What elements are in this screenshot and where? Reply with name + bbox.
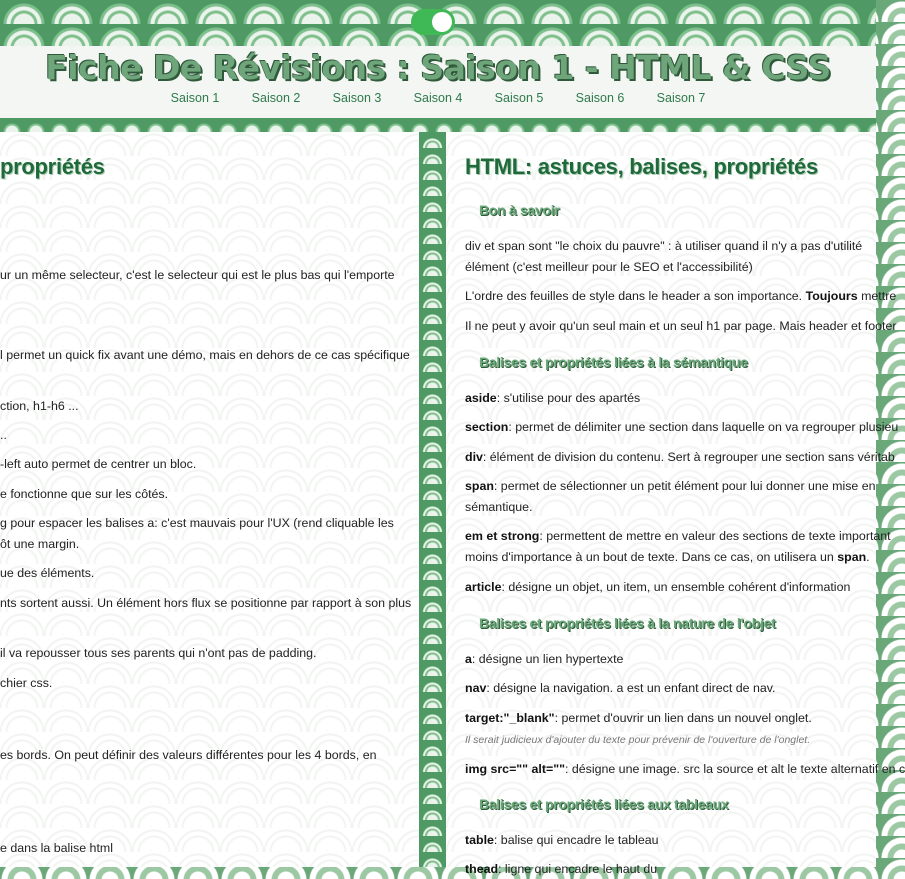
tab-thead: thead: ligne qui encadre le haut du [465,862,658,876]
nat-target: target:"_blank": permet d'ouvrir un lien dans un nouvel onglet. [465,711,812,725]
sem-section: section: permet de délimiter une section dans laquelle on va regrouper plusieu [465,420,899,434]
section-title-bon: Bon à savoir [479,202,560,218]
season-link-7[interactable]: Saison 7 [656,91,706,105]
left-line: chier css. [0,676,53,690]
left-line: e dans la balise html [0,841,113,855]
bon-line-4: Il ne peut y avoir qu'un seul main et un seul h1 par page. Mais header et footer [465,319,897,333]
season-link-3[interactable]: Saison 3 [332,91,382,105]
left-line: -left auto permet de centrer un bloc. [0,457,197,471]
section-title-semantique: Balises et propriétés liées à la sémantique [479,354,748,370]
left-line: e fonctionne que sur les côtés. [0,487,169,501]
bon-line-1: div et span sont "le choix du pauvre" : à utiliser quand il n'y a pas d'utilité [465,239,863,253]
sem-em-2: moins d'importance à un bout de texte. Dans ce cas, on utilisera un span. [465,550,870,564]
season-link-5[interactable]: Saison 5 [494,91,544,105]
left-line: ur un même selecteur, c'est le selecteur qui est le plus bas qui l'emporte [0,268,395,282]
sem-span-2: sémantique. [465,500,533,514]
left-line: l permet un quick fix avant une démo, mais en dehors de ce cas spécifique [0,348,410,362]
section-title-nature: Balises et propriétés liées à la nature de l'objet [479,615,776,631]
left-line: es bords. On peut définir des valeurs différentes pour les 4 bords, en [0,748,377,762]
sem-span: span: permet de sélectionner un petit élément pour lui donner une mise en [465,479,876,493]
season-link-2[interactable]: Saison 2 [251,91,301,105]
left-line: nts sortent aussi. Un élément hors flux se positionne par rapport à son plus [0,596,412,610]
left-panel [0,132,419,867]
right-panel-title: HTML: astuces, balises, propriétés [465,154,818,179]
sem-article: article: désigne un objet, un item, un ensemble cohérent d'information [465,580,851,594]
left-panel-title: propriétés [0,154,105,179]
nat-a: a: désigne un lien hypertexte [465,652,624,666]
left-line: ue des éléments. [0,566,95,580]
column-divider [419,132,446,867]
nat-nav: nav: désigne la navigation. a est un enfant direct de nav. [465,681,776,695]
toggle-knob [432,12,452,32]
section-title-tableaux: Balises et propriétés liées aux tableaux [479,796,729,812]
bon-line-3: L'ordre des feuilles de style dans le header a son importance. Toujours mettre [465,289,897,303]
page-title: Fiche De Révisions : Saison 1 - HTML & CSS [45,48,831,87]
tab-table: table: balise qui encadre le tableau [465,833,659,847]
left-line: g pour espacer les balises a: c'est mauvais pour l'UX (rend cliquable les [0,516,394,530]
sem-aside: aside: s'utilise pour des apartés [465,391,641,405]
sem-em: em et strong: permettent de mettre en valeur des sections de texte important [465,529,891,543]
left-line: il va repousser tous ses parents qui n'ont pas de padding. [0,646,317,660]
left-line: .. [0,428,7,442]
season-link-1[interactable]: Saison 1 [170,91,220,105]
left-line: ôt une margin. [0,537,80,551]
site-header [0,0,876,122]
nat-img: img src="" alt="": désigne une image. src la source et alt le texte alternatif en c [465,762,905,776]
bon-line-2: élément (c'est meilleur pour le SEO et l'accessibilité) [465,260,753,274]
header-pattern-bottom [0,118,876,132]
nat-target-note: Il serait judicieux d'ajouter du texte pour prévenir de l'ouverture de l'onglet. [465,734,811,746]
season-link-4[interactable]: Saison 4 [413,91,463,105]
theme-toggle[interactable] [411,9,455,35]
season-nav [0,91,876,109]
sem-div: div: élément de division du contenu. Sert à regrouper une section sans véritab [465,450,895,464]
left-line: ction, h1-h6 ... [0,399,79,413]
right-panel [446,132,905,876]
season-link-6[interactable]: Saison 6 [575,91,625,105]
